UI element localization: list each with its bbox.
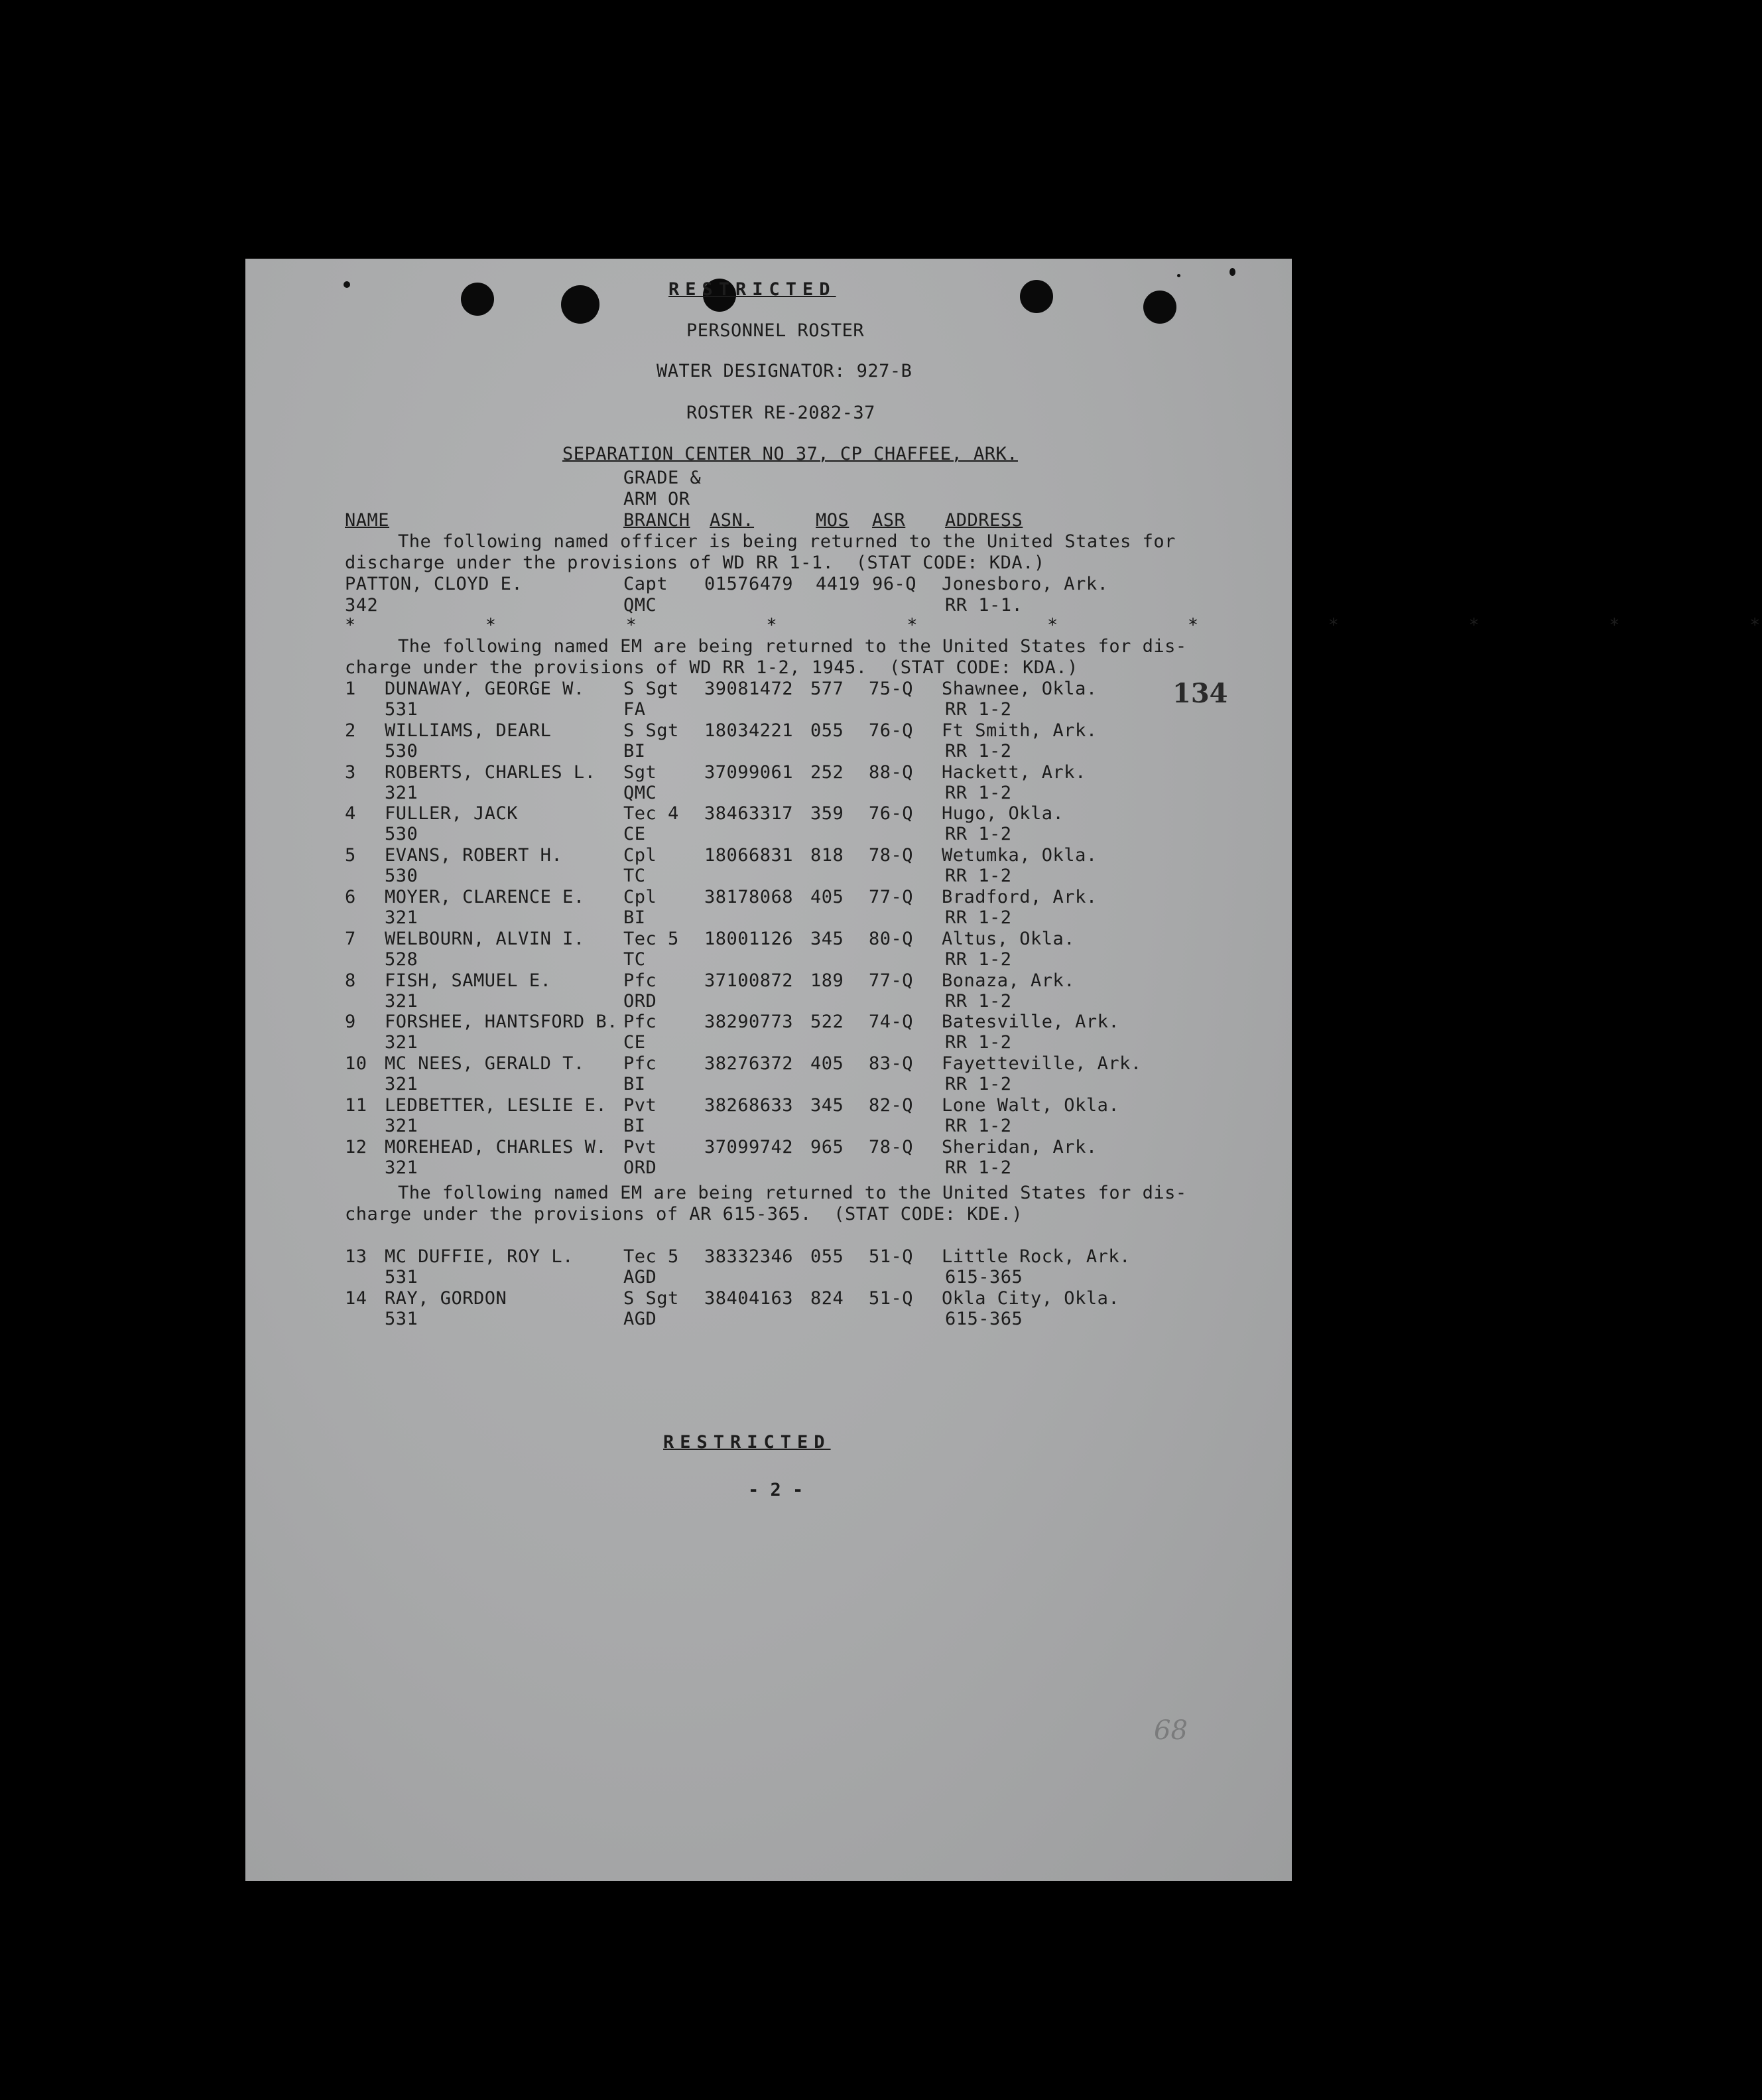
- row-reg: 615-365: [945, 1267, 1023, 1287]
- col-header-mos: MOS: [816, 510, 850, 531]
- row-asn: 18066831: [704, 845, 794, 866]
- officer-intro: discharge under the provisions of WD RR 1-1. (STAT CODE: KDA.): [345, 553, 1045, 573]
- row-asr: 76-Q: [869, 720, 914, 741]
- col-header-grade: GRADE &: [623, 468, 702, 488]
- row-grade: Pfc: [623, 1053, 657, 1074]
- row-branch: AGD: [623, 1309, 657, 1329]
- punch-hole: [561, 285, 599, 324]
- row-grade: Pvt: [623, 1137, 657, 1157]
- row-asr: 77-Q: [869, 887, 914, 907]
- row-grade: Sgt: [623, 762, 657, 783]
- row-num: 1: [345, 679, 356, 699]
- col-header-branch: BRANCH: [623, 510, 690, 531]
- row-grade: S Sgt: [623, 1288, 679, 1309]
- row-address: Sheridan, Ark.: [942, 1137, 1098, 1157]
- row-grade: Pvt: [623, 1095, 657, 1116]
- row-asr: 78-Q: [869, 845, 914, 866]
- row-code: 321: [385, 1032, 418, 1053]
- row-asn: 38178068: [704, 887, 794, 907]
- row-name: MOYER, CLARENCE E.: [385, 887, 585, 907]
- header-classification: RESTRICTED: [668, 279, 836, 300]
- row-grade: Tec 5: [623, 929, 679, 949]
- col-header-asn: ASN.: [710, 510, 755, 531]
- speck: [1177, 274, 1180, 277]
- row-grade: S Sgt: [623, 720, 679, 741]
- row-branch: ORD: [623, 991, 657, 1012]
- row-num: 8: [345, 970, 356, 991]
- row-mos: 818: [810, 845, 844, 866]
- row-num: 4: [345, 803, 356, 824]
- row-asr: 77-Q: [869, 970, 914, 991]
- row-name: WELBOURN, ALVIN I.: [385, 929, 585, 949]
- punch-hole: [461, 283, 494, 316]
- officer-name: PATTON, CLOYD E.: [345, 574, 523, 594]
- row-address: Hugo, Okla.: [942, 803, 1064, 824]
- row-asr: 75-Q: [869, 679, 914, 699]
- row-num: 11: [345, 1095, 367, 1116]
- row-address: Batesville, Ark.: [942, 1012, 1120, 1032]
- row-grade: Tec 5: [623, 1246, 679, 1267]
- row-code: 321: [385, 783, 418, 803]
- row-asr: 83-Q: [869, 1053, 914, 1074]
- col-header-asr: ASR: [872, 510, 906, 531]
- row-address: Altus, Okla.: [942, 929, 1076, 949]
- row-branch: BI: [623, 1074, 646, 1094]
- separator-stars: * * * * * * * * * * *: [345, 615, 1762, 635]
- row-reg: RR 1-2: [945, 1074, 1012, 1094]
- row-branch: TC: [623, 949, 646, 970]
- row-address: Bonaza, Ark.: [942, 970, 1076, 991]
- pencil-note: 68: [1154, 1715, 1188, 1746]
- row-reg: RR 1-2: [945, 783, 1012, 803]
- row-address: Ft Smith, Ark.: [942, 720, 1098, 741]
- row-address: Fayetteville, Ark.: [942, 1053, 1142, 1074]
- row-num: 9: [345, 1012, 356, 1032]
- row-asr: 74-Q: [869, 1012, 914, 1032]
- row-code: 528: [385, 949, 418, 970]
- col-header-arm: ARM OR: [623, 489, 690, 509]
- row-address: Shawnee, Okla.: [942, 679, 1098, 699]
- row-address: Lone Walt, Okla.: [942, 1095, 1120, 1116]
- officer-code: 342: [345, 595, 379, 616]
- row-reg: RR 1-2: [945, 824, 1012, 844]
- row-branch: FA: [623, 699, 646, 720]
- footer-classification: RESTRICTED: [663, 1432, 831, 1453]
- row-grade: Pfc: [623, 970, 657, 991]
- row-mos: 345: [810, 929, 844, 949]
- row-code: 530: [385, 824, 418, 844]
- speck: [344, 281, 350, 288]
- row-asn: 18001126: [704, 929, 794, 949]
- stamped-number: 134: [1172, 678, 1228, 709]
- col-header-address: ADDRESS: [945, 510, 1023, 531]
- row-name: WILLIAMS, DEARL: [385, 720, 552, 741]
- officer-address: Jonesboro, Ark.: [942, 574, 1109, 594]
- row-grade: Cpl: [623, 845, 657, 866]
- em-intro-1: The following named EM are being returned to the United States for dis-: [398, 636, 1187, 657]
- row-name: FULLER, JACK: [385, 803, 519, 824]
- row-asn: 18034221: [704, 720, 794, 741]
- row-code: 321: [385, 991, 418, 1012]
- row-asr: 51-Q: [869, 1288, 914, 1309]
- row-code: 321: [385, 907, 418, 928]
- header-title: PERSONNEL ROSTER: [686, 320, 865, 341]
- row-asn: 37099742: [704, 1137, 794, 1157]
- row-reg: RR 1-2: [945, 1116, 1012, 1136]
- row-reg: RR 1-2: [945, 1032, 1012, 1053]
- row-asr: 80-Q: [869, 929, 914, 949]
- row-name: EVANS, ROBERT H.: [385, 845, 563, 866]
- row-grade: Cpl: [623, 887, 657, 907]
- officer-intro: The following named officer is being returned to the United States for: [398, 531, 1176, 552]
- row-asn: 38290773: [704, 1012, 794, 1032]
- officer-mos: 4419: [816, 574, 861, 594]
- officer-asn: 01576479: [704, 574, 794, 594]
- punch-hole: [1020, 280, 1053, 313]
- row-code: 321: [385, 1074, 418, 1094]
- row-branch: AGD: [623, 1267, 657, 1287]
- row-mos: 345: [810, 1095, 844, 1116]
- row-branch: BI: [623, 907, 646, 928]
- row-branch: BI: [623, 1116, 646, 1136]
- row-mos: 405: [810, 1053, 844, 1074]
- row-num: 14: [345, 1288, 367, 1309]
- em-intro-1: charge under the provisions of WD RR 1-2, 1945. (STAT CODE: KDA.): [345, 657, 1078, 678]
- row-branch: ORD: [623, 1157, 657, 1178]
- row-grade: S Sgt: [623, 679, 679, 699]
- row-code: 530: [385, 866, 418, 886]
- row-branch: QMC: [623, 783, 657, 803]
- row-mos: 577: [810, 679, 844, 699]
- row-name: FORSHEE, HANTSFORD B.: [385, 1012, 618, 1032]
- row-name: DUNAWAY, GEORGE W.: [385, 679, 585, 699]
- officer-asr: 96-Q: [872, 574, 917, 594]
- row-code: 531: [385, 1309, 418, 1329]
- row-mos: 965: [810, 1137, 844, 1157]
- row-asn: 38404163: [704, 1288, 794, 1309]
- row-num: 12: [345, 1137, 367, 1157]
- row-code: 531: [385, 1267, 418, 1287]
- row-address: Hackett, Ark.: [942, 762, 1086, 783]
- row-code: 321: [385, 1116, 418, 1136]
- row-mos: 522: [810, 1012, 844, 1032]
- row-mos: 359: [810, 803, 844, 824]
- row-num: 3: [345, 762, 356, 783]
- row-asr: 88-Q: [869, 762, 914, 783]
- officer-grade: Capt: [623, 574, 668, 594]
- row-asn: 37100872: [704, 970, 794, 991]
- row-branch: CE: [623, 824, 646, 844]
- em-intro-2: The following named EM are being returned to the United States for dis-: [398, 1183, 1187, 1203]
- row-name: LEDBETTER, LESLIE E.: [385, 1095, 607, 1116]
- row-mos: 405: [810, 887, 844, 907]
- row-name: ROBERTS, CHARLES L.: [385, 762, 596, 783]
- speck: [1229, 268, 1235, 276]
- col-header-name: NAME: [345, 510, 390, 531]
- row-asn: 38463317: [704, 803, 794, 824]
- row-asr: 82-Q: [869, 1095, 914, 1116]
- row-branch: CE: [623, 1032, 646, 1053]
- row-reg: RR 1-2: [945, 991, 1012, 1012]
- row-reg: RR 1-2: [945, 741, 1012, 761]
- row-asr: 51-Q: [869, 1246, 914, 1267]
- row-num: 2: [345, 720, 356, 741]
- row-code: 531: [385, 699, 418, 720]
- document-page: [245, 259, 1762, 1881]
- row-num: 10: [345, 1053, 367, 1074]
- water-designator: WATER DESIGNATOR: 927-B: [657, 361, 912, 381]
- row-code: 530: [385, 741, 418, 761]
- page-number: - 2 -: [748, 1480, 804, 1500]
- row-name: FISH, SAMUEL E.: [385, 970, 552, 991]
- officer-reg: RR 1-1.: [945, 595, 1023, 616]
- row-reg: RR 1-2: [945, 1157, 1012, 1178]
- separation-center: SEPARATION CENTER NO 37, CP CHAFFEE, ARK.: [562, 444, 1018, 464]
- row-mos: 055: [810, 720, 844, 741]
- row-address: Bradford, Ark.: [942, 887, 1098, 907]
- row-mos: 055: [810, 1246, 844, 1267]
- row-asr: 76-Q: [869, 803, 914, 824]
- row-num: 7: [345, 929, 356, 949]
- row-num: 13: [345, 1246, 367, 1267]
- row-asn: 38332346: [704, 1246, 794, 1267]
- row-address: Wetumka, Okla.: [942, 845, 1098, 866]
- row-num: 6: [345, 887, 356, 907]
- row-reg: RR 1-2: [945, 866, 1012, 886]
- row-asr: 78-Q: [869, 1137, 914, 1157]
- punch-hole: [1143, 291, 1176, 324]
- row-mos: 189: [810, 970, 844, 991]
- row-address: Little Rock, Ark.: [942, 1246, 1131, 1267]
- row-reg: RR 1-2: [945, 949, 1012, 970]
- row-asn: 39081472: [704, 679, 794, 699]
- row-asn: 38268633: [704, 1095, 794, 1116]
- roster-number: ROSTER RE-2082-37: [686, 403, 875, 423]
- row-mos: 824: [810, 1288, 844, 1309]
- officer-branch: QMC: [623, 595, 657, 616]
- row-mos: 252: [810, 762, 844, 783]
- row-reg: 615-365: [945, 1309, 1023, 1329]
- row-branch: BI: [623, 741, 646, 761]
- row-name: RAY, GORDON: [385, 1288, 507, 1309]
- row-asn: 37099061: [704, 762, 794, 783]
- row-num: 5: [345, 845, 356, 866]
- row-grade: Tec 4: [623, 803, 679, 824]
- row-name: MOREHEAD, CHARLES W.: [385, 1137, 607, 1157]
- row-name: MC NEES, GERALD T.: [385, 1053, 585, 1074]
- row-code: 321: [385, 1157, 418, 1178]
- row-grade: Pfc: [623, 1012, 657, 1032]
- row-branch: TC: [623, 866, 646, 886]
- row-asn: 38276372: [704, 1053, 794, 1074]
- em-intro-2: charge under the provisions of AR 615-365. (STAT CODE: KDE.): [345, 1204, 1023, 1224]
- row-name: MC DUFFIE, ROY L.: [385, 1246, 574, 1267]
- row-reg: RR 1-2: [945, 907, 1012, 928]
- row-address: Okla City, Okla.: [942, 1288, 1120, 1309]
- row-reg: RR 1-2: [945, 699, 1012, 720]
